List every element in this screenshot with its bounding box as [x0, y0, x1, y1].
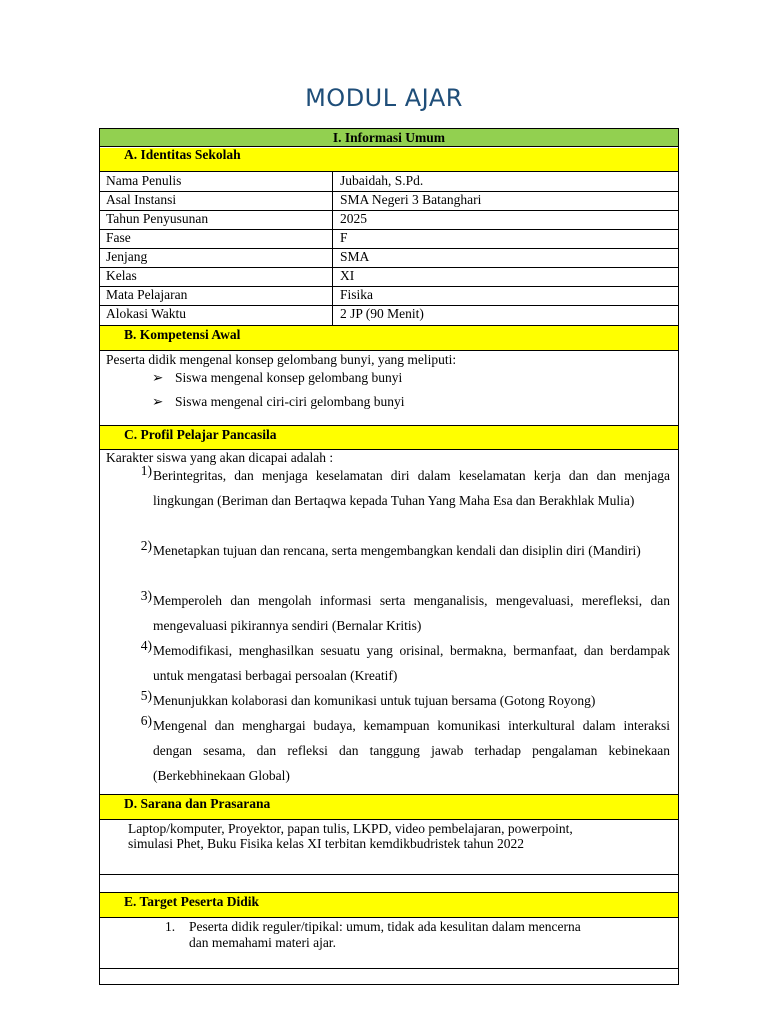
section-profil-pancasila-label: C. Profil Pelajar Pancasila — [124, 427, 277, 442]
list-text: Menetapkan tujuan dan rencana, serta mengembangkan kendali dan disiplin diri (Mandiri) — [153, 543, 641, 558]
profil-list-item — [126, 588, 671, 638]
section-kompetensi-awal-header — [100, 325, 678, 351]
sarana-text-line: simulasi Phet, Buku Fisika kelas XI terbitan kemdikbudristek tahun 2022 — [128, 836, 524, 851]
section-informasi-umum-header: I. Informasi Umum — [100, 129, 678, 147]
identity-value-jenjang: SMA — [340, 249, 370, 264]
identity-label-kelas: Kelas — [106, 268, 137, 283]
identity-value-alokasi-waktu: 2 JP (90 Menit) — [340, 306, 424, 321]
identity-value-mata-pelajaran: Fisika — [340, 287, 374, 302]
section-target-peserta-header — [100, 892, 678, 918]
row-divider — [100, 229, 678, 230]
list-number: 5) — [140, 688, 152, 703]
profil-list-item — [126, 713, 671, 788]
section-target-peserta-label: E. Target Peserta Didik — [124, 894, 259, 909]
identity-label-fase: Fase — [106, 230, 131, 245]
row-divider — [100, 968, 678, 969]
section-kompetensi-awal-label: B. Kompetensi Awal — [124, 327, 241, 342]
kompetensi-item: Siswa mengenal ciri-ciri gelombang bunyi — [175, 394, 405, 409]
target-list-text: dan memahami materi ajar. — [189, 935, 336, 950]
identity-value-fase: F — [340, 230, 348, 245]
section-sarana-prasarana-header — [100, 794, 678, 820]
list-number: 1) — [140, 463, 152, 478]
kompetensi-item: Siswa mengenal konsep gelombang bunyi — [175, 370, 403, 385]
identity-label-nama-penulis: Nama Penulis — [106, 173, 182, 188]
profil-list-item — [126, 638, 671, 688]
list-number: 2) — [140, 538, 152, 553]
profil-list-item — [126, 463, 671, 538]
identity-label-asal-instansi: Asal Instansi — [106, 192, 177, 207]
identity-label-tahun: Tahun Penyusunan — [106, 211, 209, 226]
list-number: 4) — [140, 638, 152, 653]
target-list-number: 1. — [165, 919, 176, 934]
row-divider — [100, 267, 678, 268]
list-text: Berintegritas, dan menjaga keselamatan diri dalam keselamatan kerja dan dan menjaga lingkungan (Beriman dan Bertaqwa kepada Tuhan Yang Maha Esa dan Berakhlak Mulia) — [153, 468, 670, 508]
list-text: Menunjukkan kolaborasi dan komunikasi untuk tujuan bersama (Gotong Royong) — [153, 693, 596, 708]
list-text: Memperoleh dan mengolah informasi serta menganalisis, mengevaluasi, merefleksi, dan mengevaluasi pikirannya sendiri (Bernalar Kritis) — [153, 593, 670, 633]
target-list-text: Peserta didik reguler/tipikal: umum, tidak ada kesulitan dalam mencerna — [189, 919, 581, 934]
row-divider — [100, 248, 678, 249]
list-text: Memodifikasi, menghasilkan sesuatu yang orisinal, bermakna, bermanfaat, dan berdampak untuk mengatasi berbagai persoalan (Kreatif) — [153, 643, 670, 683]
identity-value-tahun: 2025 — [340, 211, 367, 226]
section-sarana-prasarana-label: D. Sarana dan Prasarana — [124, 796, 271, 811]
list-number: 3) — [140, 588, 152, 603]
identity-value-nama-penulis: Jubaidah, S.Pd. — [340, 173, 424, 188]
identity-value-asal-instansi: SMA Negeri 3 Batanghari — [340, 192, 482, 207]
identity-label-jenjang: Jenjang — [106, 249, 148, 264]
sarana-text-line: Laptop/komputer, Proyektor, papan tulis, LKPD, video pembelajaran, powerpoint, — [128, 821, 573, 836]
document-title: MODUL AJAR — [305, 84, 463, 112]
bullet-icon: ➢ — [152, 370, 164, 385]
identity-label-alokasi-waktu: Alokasi Waktu — [106, 306, 187, 321]
kompetensi-intro: Peserta didik mengenal konsep gelombang bunyi, yang meliputi: — [106, 352, 457, 367]
identity-value-kelas: XI — [340, 268, 355, 283]
identity-label-mata-pelajaran: Mata Pelajaran — [106, 287, 188, 302]
list-number: 6) — [140, 713, 152, 728]
bullet-icon: ➢ — [152, 394, 164, 409]
section-identitas-sekolah-header — [100, 148, 678, 172]
section-identitas-sekolah-label: A. Identitas Sekolah — [124, 147, 241, 162]
profil-list-item — [126, 688, 671, 713]
section-profil-pancasila-header — [100, 425, 678, 450]
list-text: Mengenal dan menghargai budaya, kemampuan komunikasi interkultural dalam interaksi dengan sesama, dan refleksi dan tanggung jawab terhadap pengalaman kebinekaan (Berkebhinekaan Global) — [153, 718, 670, 783]
profil-list-item — [126, 538, 671, 588]
row-divider — [100, 874, 678, 875]
profil-intro: Karakter siswa yang akan dicapai adalah : — [106, 450, 334, 465]
